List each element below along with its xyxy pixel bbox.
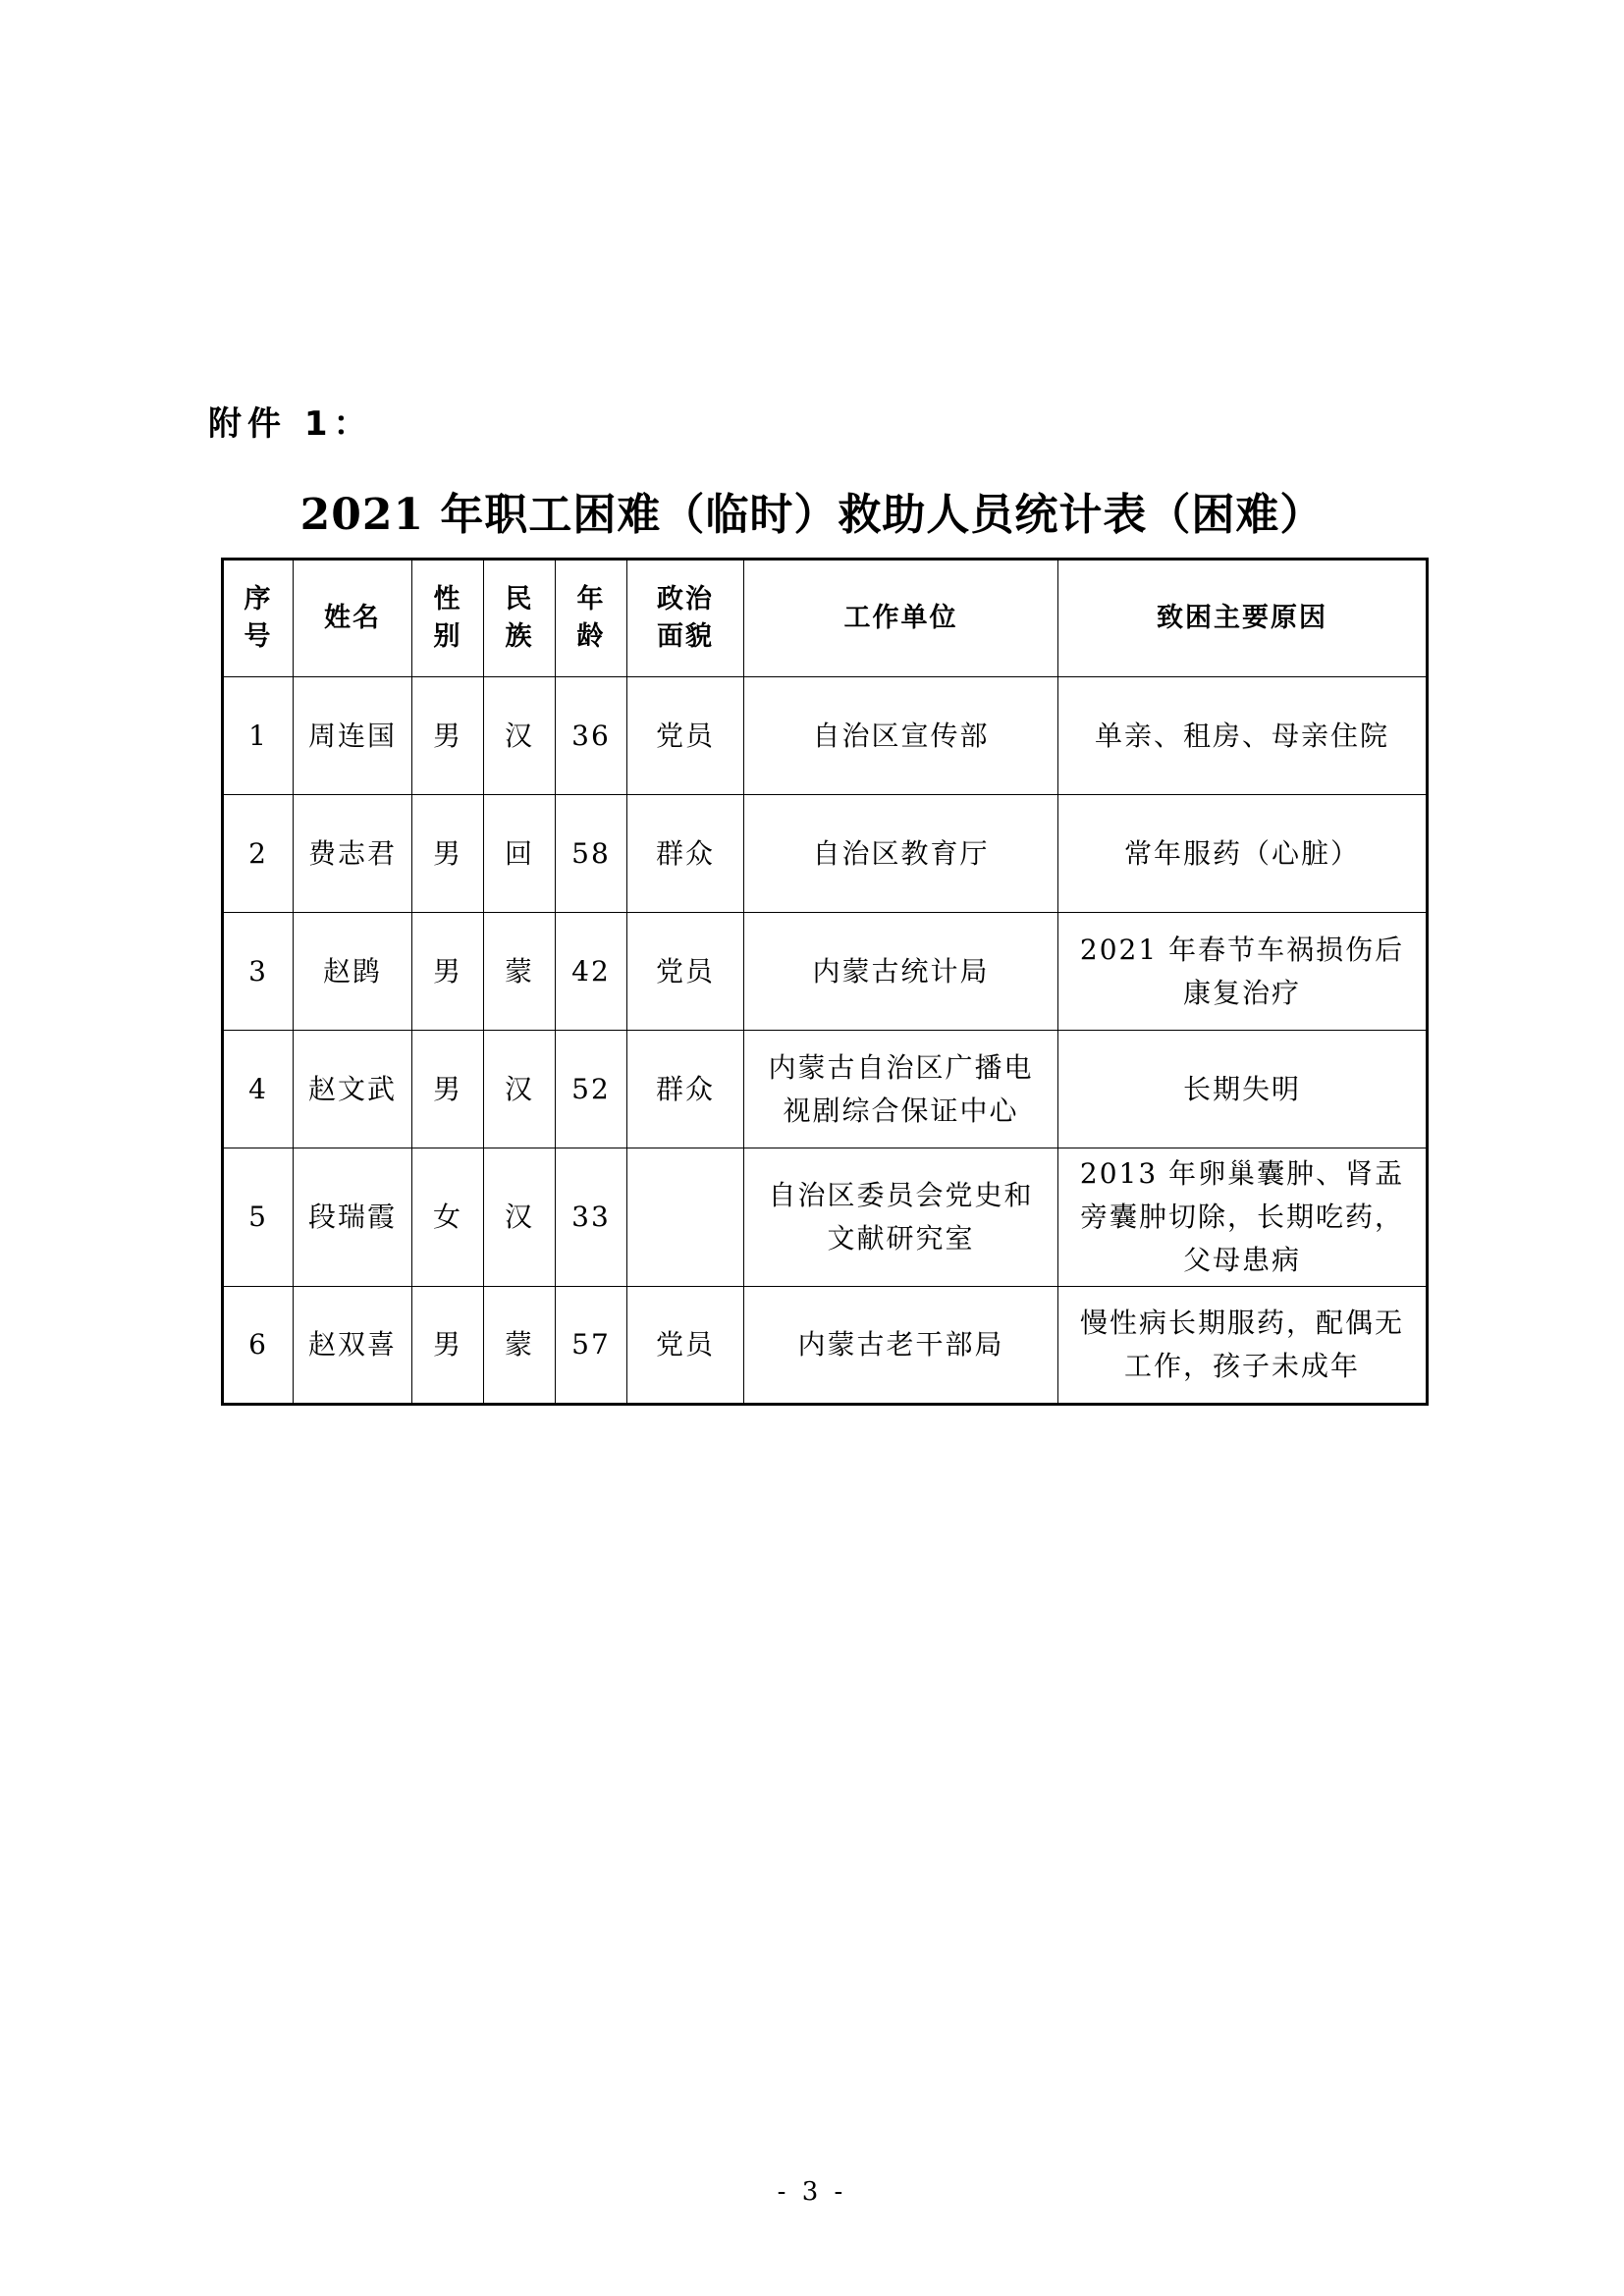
page-number: - 3 -	[777, 2177, 847, 2207]
header-age: 年 龄	[556, 560, 627, 677]
statistics-table	[221, 558, 1429, 1406]
cell-gender: 男	[412, 677, 484, 795]
cell-ethnicity: 汉	[484, 1148, 556, 1287]
cell-seq: 2	[223, 795, 294, 913]
cell-reason: 2013 年卵巢囊肿、肾盂旁囊肿切除，长期吃药，父母患病	[1058, 1148, 1428, 1287]
table-row	[223, 913, 1428, 1031]
cell-workplace: 自治区教育厅	[744, 795, 1058, 913]
header-reason: 致困主要原因	[1058, 560, 1428, 677]
cell-workplace: 内蒙古自治区广播电视剧综合保证中心	[744, 1031, 1058, 1148]
attachment-label: 附件 1：	[208, 404, 373, 444]
header-political-status: 政治 面貌	[627, 560, 744, 677]
cell-workplace: 内蒙古老干部局	[744, 1287, 1058, 1405]
table-header-row	[223, 560, 1428, 677]
cell-gender: 女	[412, 1148, 484, 1287]
cell-ethnicity: 蒙	[484, 1287, 556, 1405]
table-row	[223, 1031, 1428, 1148]
cell-age: 33	[556, 1148, 627, 1287]
cell-political-status: 党员	[627, 913, 744, 1031]
cell-age: 42	[556, 913, 627, 1031]
table-row	[223, 677, 1428, 795]
cell-reason: 单亲、租房、母亲住院	[1058, 677, 1428, 795]
cell-name: 费志君	[294, 795, 412, 913]
header-gender: 性 别	[412, 560, 484, 677]
cell-seq: 3	[223, 913, 294, 1031]
cell-name: 赵鹍	[294, 913, 412, 1031]
cell-gender: 男	[412, 795, 484, 913]
cell-seq: 6	[223, 1287, 294, 1405]
header-name: 姓名	[294, 560, 412, 677]
cell-workplace: 自治区委员会党史和文献研究室	[744, 1148, 1058, 1287]
cell-reason: 长期失明	[1058, 1031, 1428, 1148]
cell-political-status: 群众	[627, 1031, 744, 1148]
cell-political-status	[627, 1148, 744, 1287]
header-ethnicity: 民 族	[484, 560, 556, 677]
cell-reason: 常年服药（心脏）	[1058, 795, 1428, 913]
cell-seq: 4	[223, 1031, 294, 1148]
cell-ethnicity: 汉	[484, 677, 556, 795]
table-row	[223, 1287, 1428, 1405]
cell-gender: 男	[412, 1287, 484, 1405]
cell-political-status: 群众	[627, 795, 744, 913]
header-seq: 序 号	[223, 560, 294, 677]
cell-seq: 1	[223, 677, 294, 795]
cell-age: 58	[556, 795, 627, 913]
cell-political-status: 党员	[627, 1287, 744, 1405]
cell-ethnicity: 回	[484, 795, 556, 913]
cell-reason: 2021 年春节车祸损伤后康复治疗	[1058, 913, 1428, 1031]
cell-gender: 男	[412, 913, 484, 1031]
cell-workplace: 自治区宣传部	[744, 677, 1058, 795]
cell-political-status: 党员	[627, 677, 744, 795]
table-row	[223, 1148, 1428, 1287]
header-workplace: 工作单位	[744, 560, 1058, 677]
cell-age: 52	[556, 1031, 627, 1148]
cell-name: 段瑞霞	[294, 1148, 412, 1287]
cell-reason: 慢性病长期服药，配偶无工作，孩子未成年	[1058, 1287, 1428, 1405]
cell-age: 57	[556, 1287, 627, 1405]
table-row	[223, 795, 1428, 913]
cell-age: 36	[556, 677, 627, 795]
cell-ethnicity: 蒙	[484, 913, 556, 1031]
cell-seq: 5	[223, 1148, 294, 1287]
cell-gender: 男	[412, 1031, 484, 1148]
cell-name: 赵双喜	[294, 1287, 412, 1405]
cell-workplace: 内蒙古统计局	[744, 913, 1058, 1031]
document-title: 2021 年职工困难（临时）救助人员统计表（困难）	[299, 490, 1325, 540]
cell-ethnicity: 汉	[484, 1031, 556, 1148]
cell-name: 周连国	[294, 677, 412, 795]
cell-name: 赵文武	[294, 1031, 412, 1148]
